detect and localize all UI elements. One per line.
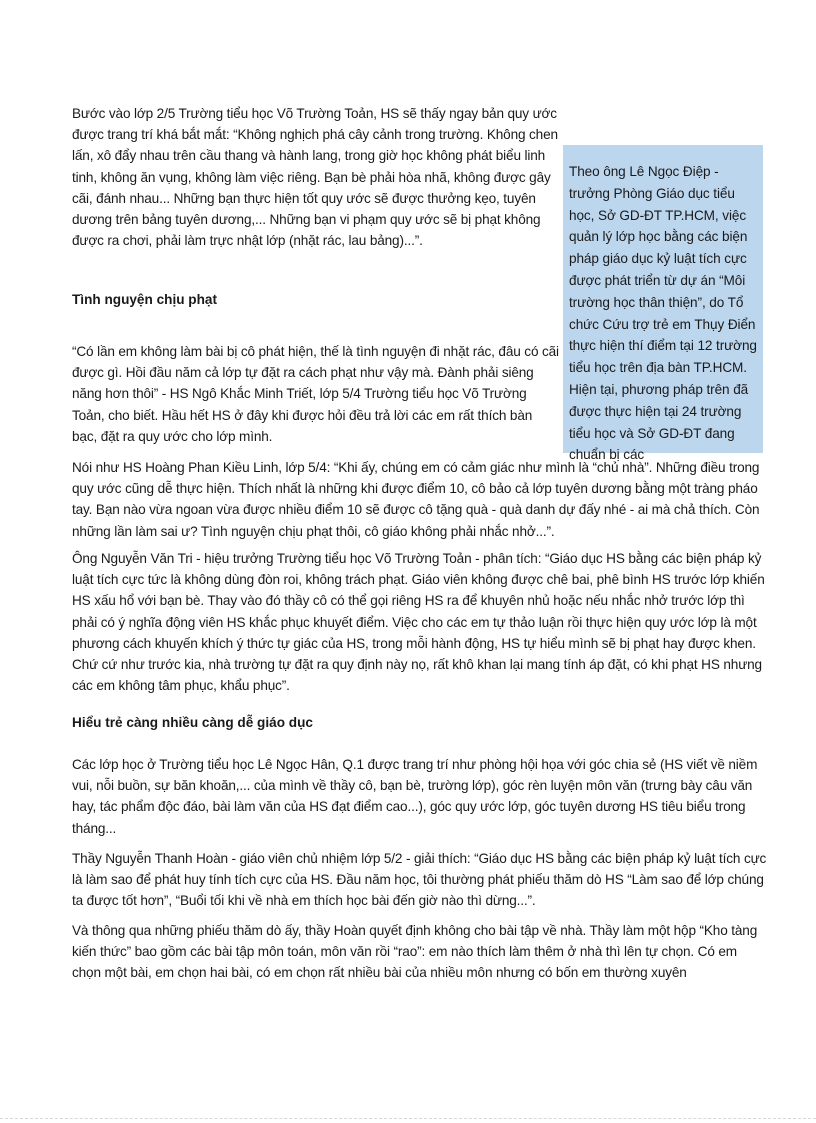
sidebar-callout — [563, 145, 763, 463]
paragraph-thay-hoan: Thầy Nguyễn Thanh Hoàn - giáo viên chủ nhiệm lớp 5/2 - giải thích: “Giáo dục HS bằng các biện pháp kỷ luật tích cực là làm sao để phát huy tính tích cực của HS. Đầu năm học, tôi thường phát phiếu thăm dò HS “Làm sao để lớp chúng ta được tốt hơn”, “Buổi tối khi về nhà em thích học bài đến giờ nào thì dừng...”. — [72, 851, 767, 909]
paragraph-quote-linh: Nói như HS Hoàng Phan Kiều Linh, lớp 5/4: “Khi ấy, chúng em có cảm giác như mình là “chủ nhà”. Những điều trong quy ước cũng dễ thực hiện. Thích nhất là những khi được điểm 10, cô bảo cả lớp tuyên dương bằng một tràng pháo tay. Bạn nào vừa ngoan vừa được nhiều điểm 10 sẽ được cô tặng quà - quà danh dự đấy nhé - ai mà chả thích. Còn những lần làm sai ư? Tình nguyện chịu phạt thôi, cô giáo không phải nhắc nhở...”. — [72, 460, 760, 539]
paragraph-intro: Bước vào lớp 2/5 Trường tiểu học Võ Trường Toản, HS sẽ thấy ngay bản quy ước được trang trí khá bắt mắt: “Không nghịch phá cây cảnh trong trường. Không chen lấn, xô đẩy nhau trên cầu thang và hành lang, trong giờ học không phát biểu linh tinh, không ăn vụng, không làm việc riêng. Bạn bè phải hòa nhã, không được gây cãi, đánh nhau... Những bạn thực hiện tốt quy ước sẽ được thưởng kẹo, tuyên dương trên bảng tuyên dương,... Những bạn vi phạm quy ước sẽ bị phạt không được ra chơi, phải làm trực nhật lớp (nhặt rác, lau bảng)...”. — [72, 106, 558, 249]
paragraph-quote-hieu-truong: Ông Nguyễn Văn Tri - hiệu trưởng Trường tiểu học Võ Trường Toản - phân tích: “Giáo dục HS bằng các biện pháp kỷ luật tích cực tức là không dùng đòn roi, không trách phạt. Giáo viên không được chê bai, phê bình HS trước lớp khiến HS xấu hổ với bạn bè. Thay vào đó thầy cô có thể gọi riêng HS ra để khuyên nhủ hoặc nếu nhắc nhở trước lớp thì phải có ý nghĩa động viên HS khắc phục khuyết điểm. Việc cho các em tự thảo luận rồi thực hiện quy ước lớp là một phương cách khuyến khích ý thức tự giác của HS, trong mỗi hành động, HS tự hiểu mình sẽ bị phạt hay được khen. Chứ cứ như trước kia, nhà trường tự đặt ra quy định này nọ, rất khô khan lại mang tính áp đặt, có khi phạt HS nhưng các em không tâm phục, khẩu phục”. — [72, 551, 765, 694]
paragraph-kho-tang: Và thông qua những phiếu thăm dò ấy, thầy Hoàn quyết định không cho bài tập về nhà. Thầy làm một hộp “Kho tàng kiến thức” bao gồm các bài tập môn toán, môn văn rồi “rao”: em nào thích làm thêm ở nhà thì lên tự chọn. Có em chọn một bài, em chọn hai bài, có em chọn rất nhiều bài của nhiều môn nhưng có bốn em thường xuyên — [72, 923, 758, 981]
paragraph-quote-triet: “Có lần em không làm bài bị cô phát hiện, thế là tình nguyện đi nhặt rác, đâu có cãi được gì. Hồi đầu năm cả lớp tự đặt ra cách phạt như vậy mà. Đành phải siêng năng hơn thôi” - HS Ngô Khắc Minh Triết, lớp 5/4 Trường tiểu học Võ Trường Toản, cho biết. Hầu hết HS ở đây khi được hỏi đều trả lời các em rất thích bàn bạc, đặt ra quy ước cho lớp mình. — [72, 344, 559, 444]
heading-hieu-tre: Hiểu trẻ càng nhiều càng dễ giáo dục — [72, 715, 313, 730]
page-bottom-divider — [0, 1118, 816, 1119]
paragraph-le-ngoc-han: Các lớp học ở Trường tiểu học Lê Ngọc Hân, Q.1 được trang trí như phòng hội họa với góc chia sẻ (HS viết về niềm vui, nỗi buồn, sự băn khoăn,... của mình về thầy cô, bạn bè, trường lớp), góc rèn luyện môn văn (trưng bày câu văn hay, tác phẩm độc đáo, bài làm văn của HS đạt điểm cao...), góc quy ước lớp, góc tuyên dương HS tiêu biểu trong tháng... — [72, 757, 758, 836]
heading-tinh-nguyen: Tình nguyện chịu phạt — [72, 292, 217, 307]
sidebar-callout-text: Theo ông Lê Ngọc Điệp - trưởng Phòng Giáo dục tiểu học, Sở GD-ĐT TP.HCM, việc quản lý lớp học bằng các biện pháp giáo dục kỷ luật tích cực được phát triển từ dự án “Môi trường học thân thiện”, do Tổ chức Cứu trợ trẻ em Thụy Điển thực hiện thí điểm tại 12 trường tiểu học trên địa bàn TP.HCM. Hiện tại, phương pháp trên đã được thực hiện tại 24 trường tiểu học và Sở GD-ĐT đang chuẩn bị các — [569, 164, 757, 463]
